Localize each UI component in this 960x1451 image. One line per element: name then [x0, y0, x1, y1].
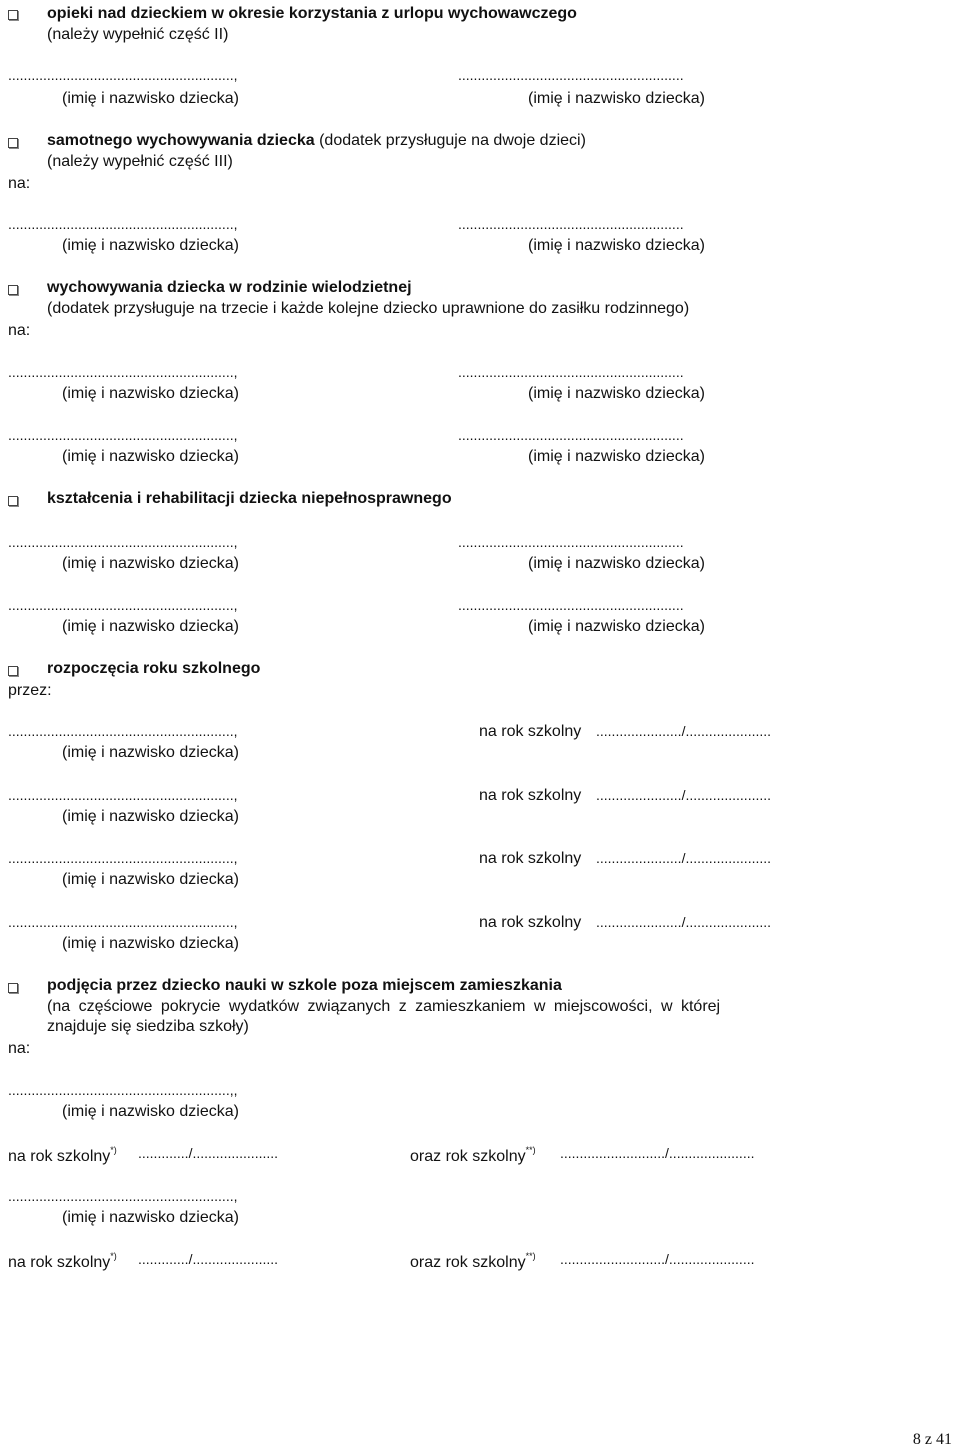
school-year-b-label: oraz rok szkolny**) — [410, 1145, 536, 1165]
child-name-label: (imię i nazwisko dziecka) — [528, 385, 705, 402]
school-year-label: na rok szkolny — [479, 914, 582, 931]
dots-field[interactable]: .......................................................... — [458, 364, 684, 380]
school-year-b-field[interactable]: .........................../...................... — [560, 1145, 755, 1161]
school-year-a-label: na rok szkolny*) — [8, 1251, 117, 1271]
sec3-title: wychowywania dziecka w rodzinie wielodzietnej — [47, 279, 412, 296]
child-name-label: (imię i nazwisko dziecka) — [62, 237, 239, 254]
dots-field[interactable]: .........................................................,, — [8, 1082, 238, 1098]
na-label: na: — [8, 1040, 31, 1057]
sec2-title: samotnego wychowywania dziecka (dodatek przysługuje na dwoje dzieci) — [47, 132, 586, 149]
school-year-b-label: oraz rok szkolny**) — [410, 1251, 536, 1271]
child-name-label: (imię i nazwisko dziecka) — [528, 555, 705, 572]
child-name-label: (imię i nazwisko dziecka) — [62, 808, 239, 825]
sec6-sub2: znajduje się siedziba szkoły) — [47, 1018, 249, 1035]
checkbox-large-family[interactable] — [8, 285, 18, 295]
school-year-label: na rok szkolny — [479, 787, 582, 804]
child-name-label: (imię i nazwisko dziecka) — [62, 618, 239, 635]
na-label: na: — [8, 175, 31, 192]
sec1-sub: (należy wypełnić część II) — [47, 26, 229, 43]
child-name-label: (imię i nazwisko dziecka) — [62, 871, 239, 888]
child-name-label: (imię i nazwisko dziecka) — [528, 448, 705, 465]
dots-field[interactable]: .......................................................... — [458, 597, 684, 613]
sec6-sub1: (na częściowe pokrycie wydatków związanych z zamieszkaniem w miejscowości, w której — [47, 998, 721, 1015]
child-name-label: (imię i nazwisko dziecka) — [62, 744, 239, 761]
sec1-title: opieki nad dzieckiem w okresie korzystania z urlopu wychowawczego — [47, 5, 577, 22]
checkbox-disabled-child[interactable] — [8, 496, 18, 506]
przez-label: przez: — [8, 682, 52, 699]
child-name-label: (imię i nazwisko dziecka) — [528, 618, 705, 635]
school-year-label: na rok szkolny — [479, 723, 582, 740]
checkbox-school-start[interactable] — [8, 666, 18, 676]
checkbox-school-away[interactable] — [8, 983, 18, 993]
dots-field[interactable]: .......................................................... — [458, 427, 684, 443]
child-name-label: (imię i nazwisko dziecka) — [62, 1209, 239, 1226]
sec4-title: kształcenia i rehabilitacji dziecka niepełnosprawnego — [47, 490, 452, 507]
checkbox-childcare-leave[interactable] — [8, 10, 18, 20]
school-year-field[interactable]: ....................../...................... — [596, 914, 772, 930]
dots-field[interactable]: .........................................................., — [8, 787, 238, 803]
na-label: na: — [8, 322, 31, 339]
page-number: 8 z 41 — [912, 1431, 952, 1448]
school-year-b-field[interactable]: .........................../...................... — [560, 1251, 755, 1267]
school-year-field[interactable]: ....................../...................... — [596, 850, 772, 866]
dots-field[interactable]: .........................................................., — [8, 364, 238, 380]
dots-field[interactable]: .........................................................., — [8, 850, 238, 866]
child-name-label: (imię i nazwisko dziecka) — [62, 935, 239, 952]
dots-field[interactable]: .........................................................., — [8, 723, 238, 739]
dots-field[interactable]: .........................................................., — [8, 427, 238, 443]
sec3-sub: (dodatek przysługuje na trzecie i każde kolejne dziecko uprawnione do zasiłku rodzinnego) — [47, 300, 690, 317]
child-name-label: (imię i nazwisko dziecka) — [62, 1103, 239, 1120]
child-name-label: (imię i nazwisko dziecka) — [528, 90, 705, 107]
dots-field[interactable]: .......................................................... — [458, 534, 684, 550]
child-name-label: (imię i nazwisko dziecka) — [62, 385, 239, 402]
sec2-sub: (należy wypełnić część III) — [47, 153, 233, 170]
dots-field[interactable]: .........................................................., — [8, 597, 238, 613]
sec6-title: podjęcia przez dziecko nauki w szkole poza miejscem zamieszkania — [47, 977, 562, 994]
school-year-a-field[interactable]: ............./...................... — [138, 1145, 279, 1161]
child-name-label: (imię i nazwisko dziecka) — [528, 237, 705, 254]
school-year-field[interactable]: ....................../...................... — [596, 723, 772, 739]
dots-field[interactable]: .........................................................., — [8, 1188, 238, 1204]
dots-field[interactable]: .......................................................... — [458, 67, 684, 83]
dots-field[interactable]: .........................................................., — [8, 67, 238, 83]
dots-field[interactable]: .........................................................., — [8, 216, 238, 232]
checkbox-single-parent[interactable] — [8, 138, 18, 148]
dots-field[interactable]: .........................................................., — [8, 534, 238, 550]
school-year-label: na rok szkolny — [479, 850, 582, 867]
child-name-label: (imię i nazwisko dziecka) — [62, 448, 239, 465]
school-year-a-field[interactable]: ............./...................... — [138, 1251, 279, 1267]
sec5-title: rozpoczęcia roku szkolnego — [47, 660, 261, 677]
dots-field[interactable]: .........................................................., — [8, 914, 238, 930]
dots-field[interactable]: .......................................................... — [458, 216, 684, 232]
school-year-field[interactable]: ....................../...................... — [596, 787, 772, 803]
school-year-a-label: na rok szkolny*) — [8, 1145, 117, 1165]
child-name-label: (imię i nazwisko dziecka) — [62, 90, 239, 107]
child-name-label: (imię i nazwisko dziecka) — [62, 555, 239, 572]
